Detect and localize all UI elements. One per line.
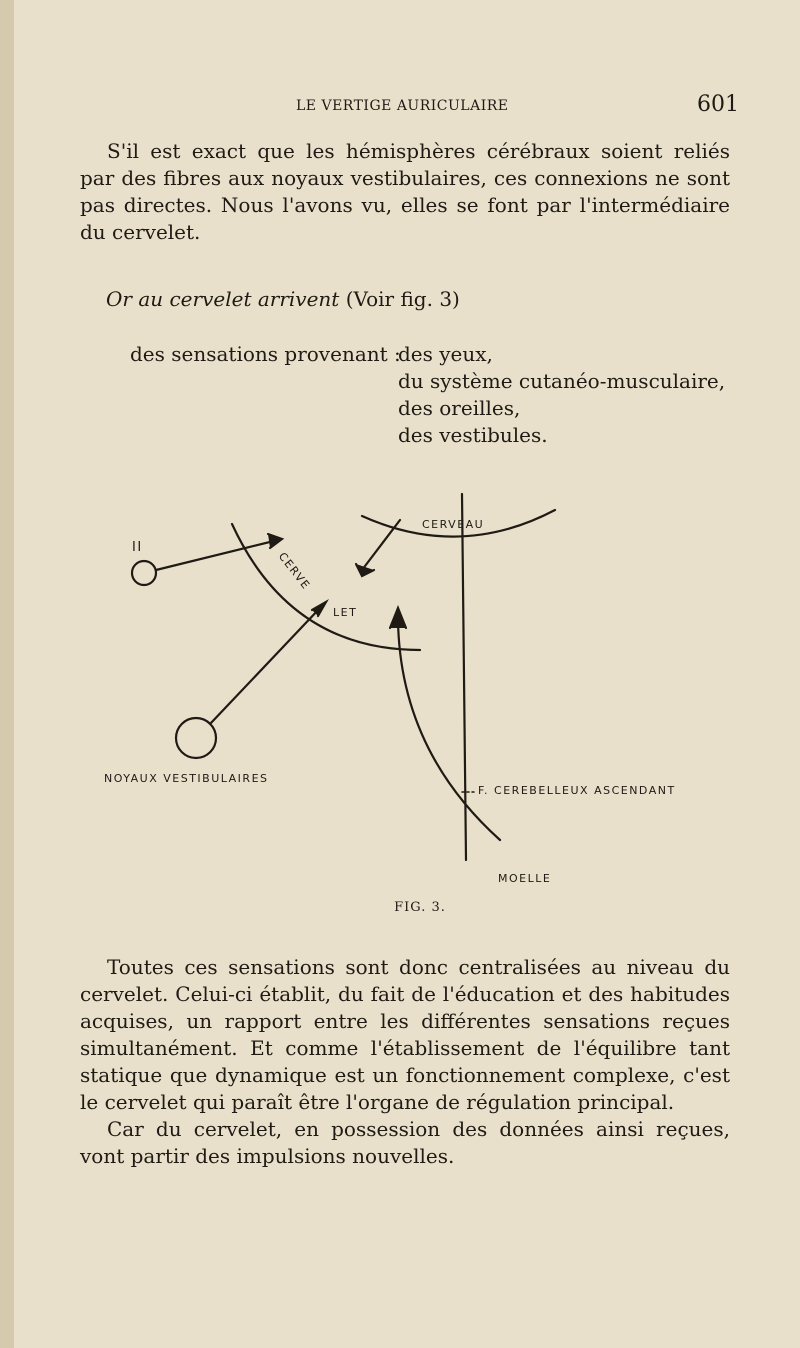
running-head: LE VERTIGE AURICULAIRE <box>296 98 509 114</box>
optic-to-cervelet-line <box>156 540 278 570</box>
label-cervelet-part1: CERVE <box>275 550 313 593</box>
ascending-tract-curve <box>398 620 500 840</box>
paragraph-4: Car du cervelet, en possession des données ainsi reçues, vont partir des impulsions nouvelles. <box>80 1117 730 1168</box>
page-number: 601 <box>697 92 739 117</box>
label-cerveau: CERVEAU <box>422 518 485 531</box>
label-moelle: MOELLE <box>498 872 552 885</box>
page-header <box>0 92 800 120</box>
ascending-arrowhead <box>390 608 406 628</box>
source-item: des yeux, <box>398 342 493 366</box>
paragraph-1: S'il est exact que les hémisphères cérébraux soient reliés par des fibres aux noyaux vestibulaires, ces connexions ne sont pas directes. Nous l'avons vu, elles se font par l'intermédiaire du cervelet. <box>80 139 730 244</box>
label-faisceau: F. CEREBELLEUX ASCENDANT <box>478 784 676 797</box>
figure-caption: FIG. 3. <box>394 900 446 915</box>
sources-label: des sensations provenant : <box>130 342 401 366</box>
figure-drawing <box>100 480 740 900</box>
cerveau-to-cervelet-line <box>362 520 400 570</box>
intro-line <box>106 286 460 313</box>
paragraph-3: Toutes ces sensations sont donc centralisées au niveau du cervelet. Celui-ci établit, du fait de l'éducation et des habitudes acquises, un rapport entre les différentes sensations reçues simultanément. Et comme l'établissement de l'équilibre tant statique que dynamique est un fonctionnement complexe, c'est le cervelet qui paraît être l'organe de régulation principal. <box>80 955 730 1114</box>
cervelet-arc <box>232 524 420 650</box>
sources-list <box>398 341 725 449</box>
source-item: du système cutanéo-musculaire, <box>398 369 726 393</box>
figure-3 <box>100 480 740 920</box>
optic-arrowhead <box>268 534 282 548</box>
figure-reference: (Voir fig. 3) <box>345 287 460 311</box>
source-item: des oreilles, <box>398 396 521 420</box>
vestibular-to-cervelet-line <box>210 608 320 724</box>
label-cervelet-part2: LET <box>333 606 358 619</box>
optic-circle <box>132 561 156 585</box>
intro-italic: Or au cervelet arrivent <box>106 287 340 311</box>
page-edge <box>0 0 14 1348</box>
label-noyaux: NOYAUX VESTIBULAIRES <box>104 772 269 785</box>
label-roman-two: II <box>132 540 143 555</box>
source-item: des vestibules. <box>398 423 548 447</box>
